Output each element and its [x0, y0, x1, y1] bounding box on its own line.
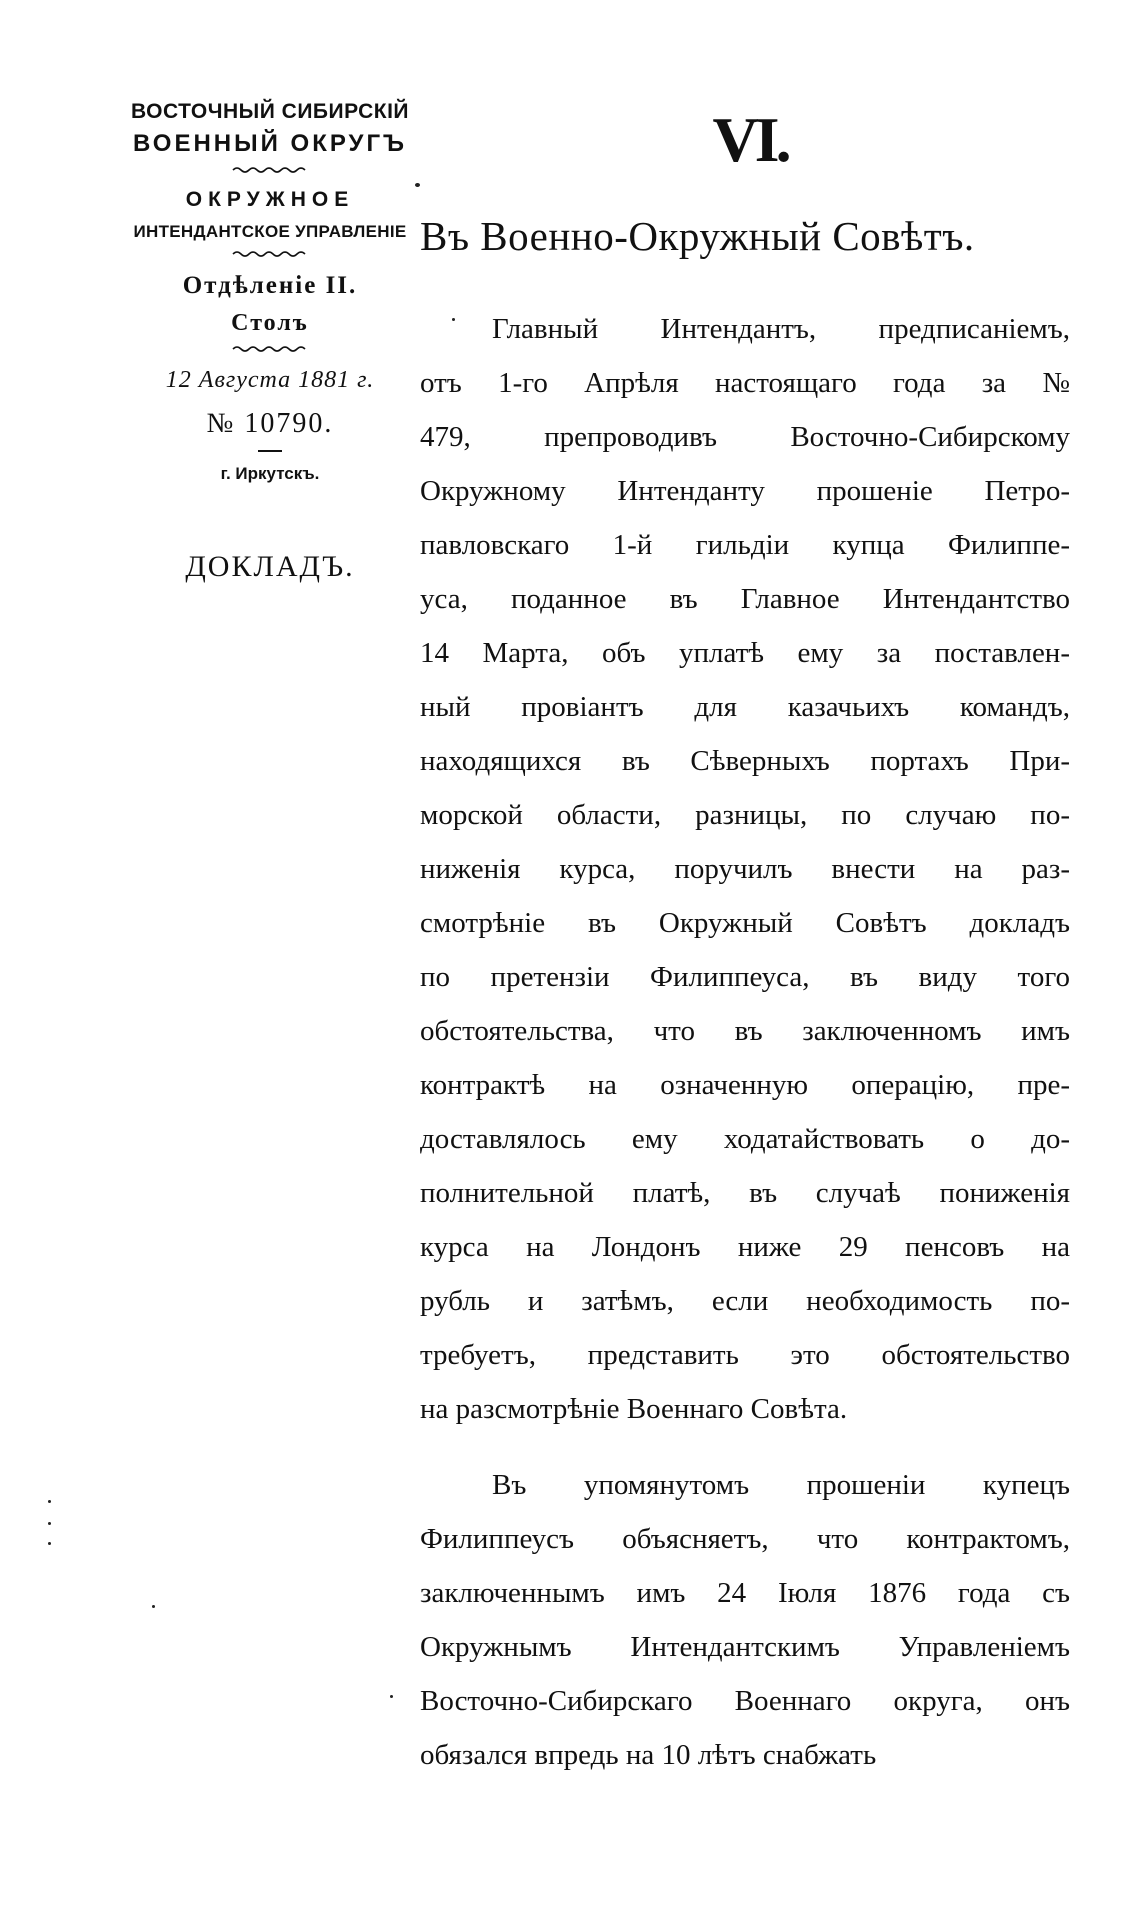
document-type-label: ДОКЛАДЪ. — [185, 550, 355, 583]
separator-dash — [258, 450, 282, 452]
text-line: обстоятельства, что въ заключенномъ имъ — [420, 1015, 1070, 1047]
dept-line-1: ОКРУЖНОЕ — [185, 188, 355, 211]
text-line: доставлялось ему ходатайствовать о до- — [420, 1123, 1070, 1155]
text-line: ный провіантъ для казачьихъ командъ, — [420, 691, 1070, 723]
text-line: Въ упомянутомъ прошеніи купецъ — [492, 1469, 1070, 1501]
margin-header — [100, 100, 440, 584]
text-line: по претензіи Филиппеуса, въ виду того — [420, 961, 1070, 993]
ornament-squiggle — [231, 345, 309, 353]
text-line: морской области, разницы, по случаю по- — [420, 799, 1070, 831]
scan-speck — [152, 1605, 155, 1608]
district-line-1: ВОСТОЧНЫЙ СИБИРСКІЙ — [130, 100, 409, 123]
text-line: курса на Лондонъ ниже 29 пенсовъ на — [420, 1231, 1070, 1263]
ornament-squiggle — [231, 250, 309, 258]
section-label: Отдѣленіе II. — [182, 272, 358, 299]
document-number: № 10790. — [206, 408, 334, 439]
text-line: 479, препроводивъ Восточно-Сибирскому — [420, 421, 1070, 453]
text-line: уса, поданное въ Главное Интендантство — [420, 583, 1070, 615]
text-line: требуетъ, представить это обстоятельство — [420, 1339, 1070, 1371]
text-line: обязался впредь на 10 лѣтъ снабжать — [420, 1739, 877, 1771]
scan-speck — [415, 183, 420, 187]
ornament-squiggle — [231, 166, 309, 174]
text-line: Восточно-Сибирскаго Военнаго округа, онъ — [420, 1685, 1070, 1717]
text-line: Главный Интендантъ, предписаніемъ, — [492, 313, 1070, 345]
text-line: Окружнымъ Интендантскимъ Управленіемъ — [420, 1631, 1070, 1663]
scan-speck — [48, 1500, 51, 1503]
text-line: Окружному Интенданту прошеніе Петро- — [420, 475, 1070, 507]
scan-speck — [48, 1522, 51, 1525]
scan-speck — [390, 1695, 393, 1698]
paragraph-2 — [420, 1458, 1070, 1782]
main-text-column — [420, 100, 1070, 1782]
text-line: ниженія курса, поручилъ внести на раз- — [420, 853, 1070, 885]
document-date: 12 Августа 1881 г. — [165, 367, 375, 393]
document-city: г. Иркутскъ. — [220, 464, 320, 483]
text-line: контрактѣ на означенную операцію, пре- — [420, 1069, 1070, 1101]
dept-line-2: ИНТЕНДАНТСКОЕ УПРАВЛЕНІЕ — [133, 222, 407, 241]
text-line: 14 Марта, объ уплатѣ ему за поставлен- — [420, 637, 1070, 669]
section-roman-numeral: VI. — [712, 104, 788, 175]
paragraph-1 — [420, 302, 1070, 1436]
text-line: павловскаго 1-й гильдіи купца Филиппе- — [420, 529, 1070, 561]
text-line: заключеннымъ имъ 24 Іюля 1876 года съ — [420, 1577, 1070, 1609]
district-line-2: ВОЕННЫЙ ОКРУГЪ — [133, 130, 407, 157]
scan-speck — [452, 318, 455, 321]
text-line: смотрѣніе въ Окружный Совѣтъ докладъ — [420, 907, 1070, 939]
addressee-heading: Въ Военно-Окружный Совѣтъ. — [420, 213, 975, 259]
text-line: Филиппеусъ объясняетъ, что контрактомъ, — [420, 1523, 1070, 1555]
text-line: находящихся въ Сѣверныхъ портахъ При- — [420, 745, 1070, 777]
scan-speck — [48, 1542, 51, 1545]
text-line: отъ 1-го Апрѣля настоящаго года за № — [420, 367, 1070, 399]
text-line: рубль и затѣмъ, если необходимость по- — [420, 1285, 1070, 1317]
text-line: на разсмотрѣніе Военнаго Совѣта. — [420, 1393, 848, 1425]
text-line: полнительной платѣ, въ случаѣ пониженія — [420, 1177, 1070, 1209]
table-label: Столъ — [231, 310, 309, 336]
